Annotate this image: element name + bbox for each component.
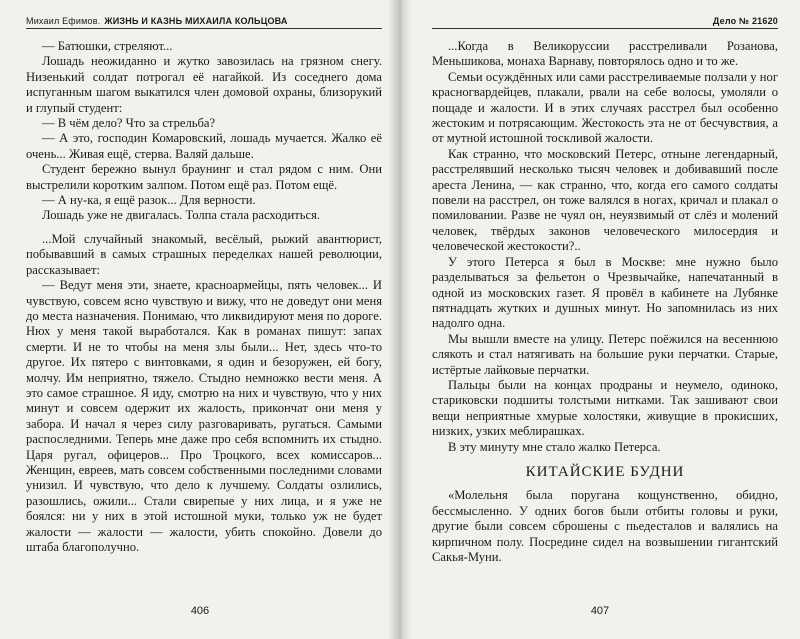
running-head-case: Дело № 21620 bbox=[712, 16, 778, 26]
left-body-text bbox=[26, 39, 382, 555]
paragraph: ...Когда в Великоруссии расстреливали Розанова, Меньшикова, монаха Варнаву, повторялось одно и то же. bbox=[432, 39, 778, 69]
paragraph: — Батюшки, стреляют... bbox=[42, 39, 173, 53]
paragraph: Семьи осуждённых или сами расстреливаемые ползали у ног красногвардейцев, плакали, рвали на себе волосы, умоляли о пощаде и жалости. И в этих случаях расстрел был особенно жестоким и потрясающим. Жестокость эта не от бесчувствия, а от мутной истошной тоскливой жалости. bbox=[432, 69, 778, 146]
paragraph: Мы вышли вместе на улицу. Петерс поёжился на весеннюю слякоть и стал натягивать на большие руки перчатки. Старые, истёртые лайковые перчатки. bbox=[432, 331, 778, 377]
paragraph: Как странно, что московский Петерс, отныне легендарный, расстрелявший несколько тысяч человек и добивавший после ареста Ленина, — как странно, что, когда его самого солдаты повели на расстрел, он тоже валялся в ногах, кричал и плакал о помиловании. Разве не чуял он, неуязвимый от слёз и молений человек, твёрдых законов человеческого милосердия и человеческой жестокости?.. bbox=[432, 146, 778, 254]
running-head-author: Михаил Ефимов. bbox=[26, 16, 101, 26]
left-running-head bbox=[26, 16, 382, 29]
right-body-text bbox=[432, 39, 778, 565]
page-number-left: 406 bbox=[190, 605, 210, 617]
paragraph: — В чём дело? Что за стрельба? bbox=[42, 116, 216, 131]
paragraph: — А ну-ка, я ещё разок... Для верности. bbox=[42, 193, 256, 208]
section-heading: КИТАЙСКИЕ БУДНИ bbox=[525, 463, 685, 480]
paragraph: — Ведут меня эти, знаете, красноармейцы, пять человек... И чувствую, совсем ясно чувствую и вижу, что не доведут они меня до места назначения. Понимаю, что ликвидируют меня по дороге. Нюх у меня такой выработался. Как в романах пишут: запах смерти. И не то чтобы на меня злы были... Нет, здесь что-то другое. Их пятеро с винтовками, я один и безоружен, ей богу, молчу. Им неприятно, тяжело. Стыдно немножко вести меня. А это самое страшное. Я иду, смотрю на них и чувствую, что у них минут и совсем одержит их жалость, прикончат они меня у забора. И начал я через силу разговаривать, ругаться. Самыми распоследними. Теперь мне даже про себя вспомнить их стыдно. Царя ругал, офицеров... Про Троцкого, всех комиссаров... Женщин, евреев, мать совсем собственными последними словами унизил. И чувствую, что дело к лучшему. Солдаты озлились, разошлись, ожили... Стали свирепые у них лица, и я уже не боялся: ни у них в этой истошной муки, только уж не будет жалости — жалости — жалости, убить спокойно. Довели до штаба благополучно. bbox=[26, 278, 382, 554]
paragraph: Лошадь неожиданно и жутко завозилась на грязном снегу. Низенький солдат потрогал её нагайкой. Из соседнего дома испуганным шагом выкатился член домовой охраны, близорукий и глупый студент: bbox=[26, 54, 382, 115]
right-page bbox=[400, 0, 800, 639]
page-number-right: 407 bbox=[590, 605, 610, 617]
running-head-title: ЖИЗНЬ И КАЗНЬ МИХАИЛА КОЛЬЦОВА bbox=[104, 16, 288, 26]
paragraph: «Молельня была поругана кощунственно, обидно, бессмысленно. У одних богов были отбиты головы и руки, другие были совсем сброшены с пьедесталов и валялись на кирпичном полу. Посредине сидел на возвышении гигантский Сакья-Муни. bbox=[432, 488, 778, 564]
right-running-head bbox=[432, 16, 778, 29]
paragraph: ...Мой случайный знакомый, весёлый, рыжий авантюрист, побывавший в самых страшных переделках нашей революции, рассказывает: bbox=[26, 231, 382, 277]
paragraph: У этого Петерса я был в Москве: мне нужно было разделываться за фельетон о Чрезвычайке, напечатанный в одной из московских газет. Я провёл в кабинете на Лубянке пятнадцать жутких и душных минут. Но запомнилась из них надолго одна. bbox=[432, 254, 778, 331]
paragraph: — А это, господин Комаровский, лошадь мучается. Жалко её очень... Живая ещё, стерва. Валяй дальше. bbox=[26, 131, 382, 161]
paragraph: Студент бережно вынул браунинг и стал рядом с ним. Они выстрелили коротким залпом. Потом ещё раз. Потом ещё. bbox=[26, 162, 382, 192]
paragraph: Лошадь уже не двигалась. Толпа стала расходиться. bbox=[42, 208, 321, 223]
paragraph: В эту минуту мне стало жалко Петерса. bbox=[448, 439, 661, 454]
paragraph: Пальцы были на концах продраны и неумело, одиноко, стариковски подшиты толстыми нитками. Так зашивают свои вещи неприятные хмурые холостяки, живущие в прокисших, низких, узких меблирашках. bbox=[432, 377, 778, 439]
